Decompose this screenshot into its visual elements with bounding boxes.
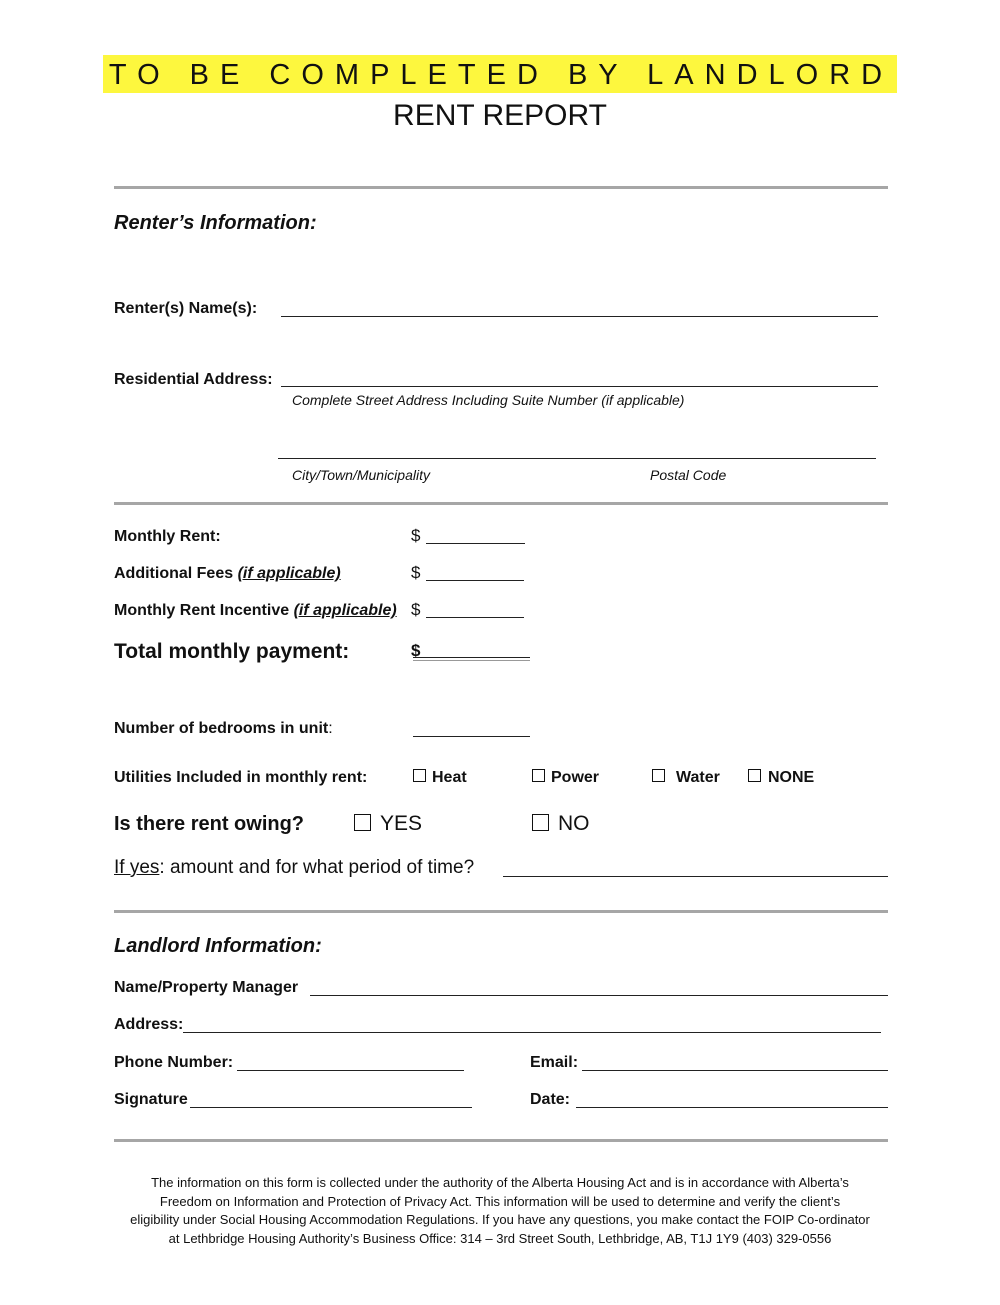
divider [114,910,888,913]
email-field[interactable] [582,1070,888,1071]
city-postal-field[interactable] [278,458,876,459]
form-title: RENT REPORT [393,99,607,132]
bedrooms-colon: : [328,720,333,737]
if-yes-label: If yes [114,857,160,878]
rent-owing-yes-option[interactable] [354,811,422,837]
additional-fees-text: Additional Fees [114,565,234,582]
utilities-label: Utilities Included in monthly rent: [114,769,368,786]
renter-name-label: Renter(s) Name(s): [114,300,258,317]
header-banner: TO BE COMPLETED BY LANDLORD [103,55,897,93]
rent-incentive-field[interactable] [426,617,524,618]
checkbox-icon[interactable] [652,769,665,782]
residential-address-label: Residential Address: [114,371,273,388]
header-banner-wrap [0,55,1000,93]
monthly-rent-field[interactable] [426,543,525,544]
bedrooms-label [114,719,333,739]
street-address-field[interactable] [281,386,878,387]
utility-heat-option[interactable] [413,768,467,788]
currency-symbol: $ [411,641,421,660]
bedrooms-field[interactable] [413,736,530,737]
if-yes-question: : amount and for what period of time? [159,857,475,878]
bedrooms-label-text: Number of bedrooms in unit [114,720,329,737]
checkbox-icon[interactable] [748,769,761,782]
renter-name-field[interactable] [281,316,878,317]
utility-none-label: NONE [768,769,815,786]
date-label: Date: [530,1091,571,1108]
utility-water-label: Water [676,769,720,786]
foip-notice [100,1174,900,1248]
utility-heat-label: Heat [432,769,467,786]
checkbox-icon[interactable] [413,769,426,782]
utility-power-label: Power [551,769,600,786]
total-payment-field[interactable] [413,657,530,658]
currency-symbol: $ [411,600,421,619]
city-hint: City/Town/Municipality [292,467,430,483]
landlord-section-title: Landlord Information: [114,935,322,957]
rent-owing-no-option[interactable] [532,811,590,837]
postal-code-hint: Postal Code [650,467,727,483]
if-applicable-note: (if applicable) [237,565,341,582]
foip-notice-line: at Lethbridge Housing Authority’s Business Office: 314 – 3rd Street South, Lethbridge, AB, T1J 1Y9 (403) 329-0556 [168,1230,832,1246]
date-field[interactable] [576,1107,888,1108]
rent-owing-no-label: NO [558,812,590,835]
phone-field[interactable] [237,1070,464,1071]
if-yes-prompt [114,856,474,880]
signature-field[interactable] [190,1107,472,1108]
checkbox-icon[interactable] [532,769,545,782]
additional-fees-field[interactable] [426,580,524,581]
if-applicable-note: (if applicable) [293,602,397,619]
monthly-rent-label: Monthly Rent: [114,528,221,545]
divider [114,1139,888,1142]
landlord-address-field[interactable] [183,1032,881,1033]
rent-owing-yes-label: YES [380,812,423,835]
renter-section-title: Renter’s Information: [114,212,317,234]
total-payment-double-underline [413,660,530,661]
rent-owing-details-field[interactable] [503,876,888,877]
utility-power-option[interactable] [532,768,599,788]
foip-notice-line: eligibility under Social Housing Accommodation Regulations. If you have any questions, you make contact the FOIP Co-ordinator [130,1212,870,1227]
checkbox-icon[interactable] [532,814,549,831]
rent-owing-question: Is there rent owing? [114,813,305,835]
rent-incentive-text: Monthly Rent Incentive [114,602,290,619]
foip-notice-line: The information on this form is collected under the authority of the Alberta Housing Act and is in accordance with Alberta’s [151,1175,849,1190]
additional-fees-label [114,564,341,584]
total-payment-label: Total monthly payment: [114,640,350,663]
utility-water-option[interactable] [652,768,720,788]
landlord-name-field[interactable] [310,995,888,996]
signature-label: Signature [114,1091,188,1108]
rent-incentive-label [114,601,397,621]
foip-notice-line: Freedom on Information and Protection of Privacy Act. This information will be used to determine and verify the client’s [159,1193,841,1209]
landlord-name-label: Name/Property Manager [114,979,299,996]
divider [114,186,888,189]
checkbox-icon[interactable] [354,814,371,831]
email-label: Email: [530,1054,579,1071]
landlord-address-label: Address: [114,1016,184,1033]
utility-none-option[interactable] [748,768,814,788]
divider [114,502,888,505]
currency-symbol: $ [411,563,421,582]
street-address-hint: Complete Street Address Including Suite Number (if applicable) [292,392,685,408]
currency-symbol: $ [411,526,421,545]
phone-label: Phone Number: [114,1054,234,1071]
